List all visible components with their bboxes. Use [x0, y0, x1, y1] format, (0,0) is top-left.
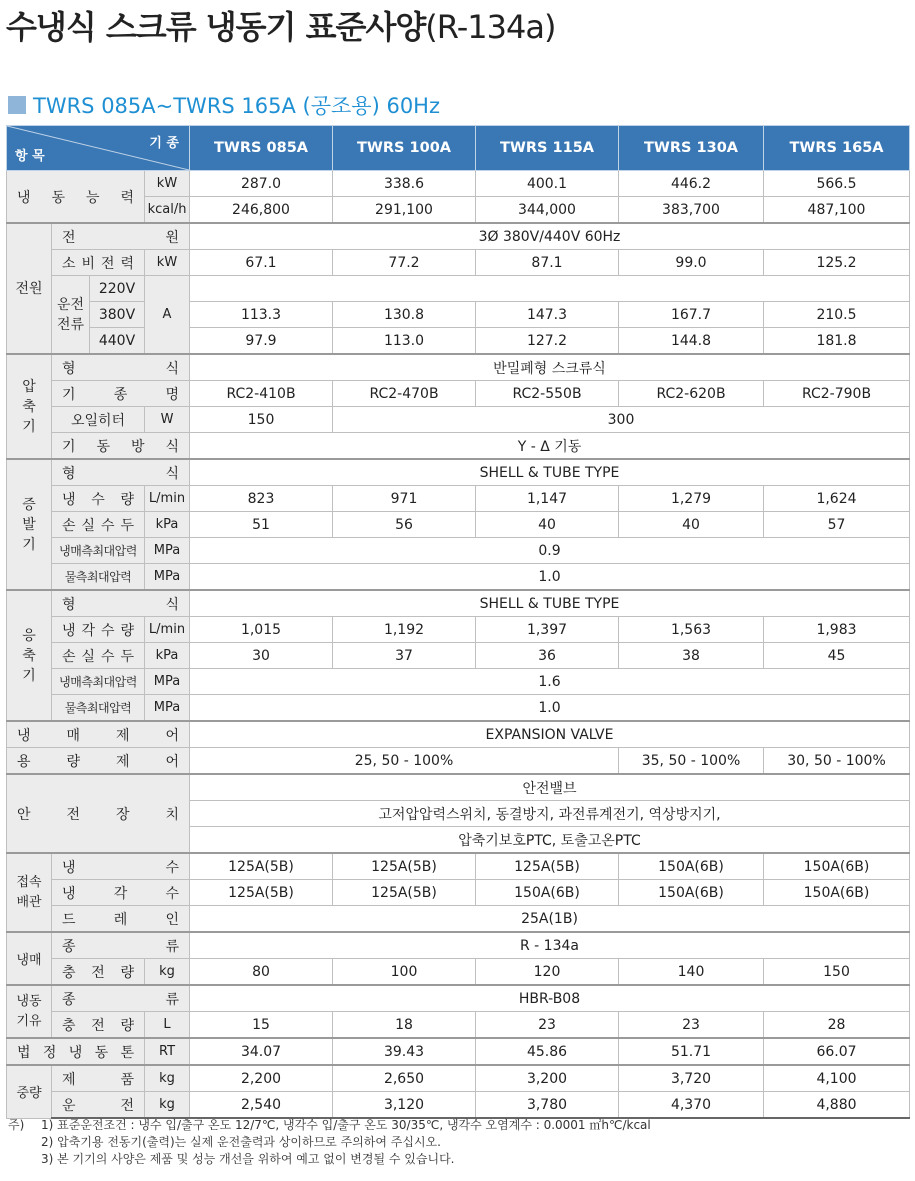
refrigerant-kind-label: 종 류 — [52, 932, 190, 959]
voltage-380-label: 380V — [90, 302, 145, 328]
table-cell: 80 — [190, 959, 333, 986]
condenser-loss-row — [7, 643, 910, 669]
table-cell: 39.43 — [333, 1038, 476, 1065]
table-cell: 38 — [619, 643, 764, 669]
piping-chilled-row — [7, 853, 910, 880]
table-cell: HBR-B08 — [190, 985, 910, 1012]
unit-mpa: MPa — [145, 669, 190, 695]
evaporator-loss-row — [7, 512, 910, 538]
refrigerant-charge-row — [7, 959, 910, 986]
evaporator-group-label: 증발기 — [7, 459, 52, 590]
unit-kg: kg — [145, 959, 190, 986]
table-cell: 113.0 — [333, 328, 476, 355]
table-cell: 23 — [619, 1012, 764, 1039]
table-cell: 120 — [476, 959, 619, 986]
capacity-control-row — [7, 748, 910, 775]
table-cell: 300 — [333, 407, 910, 433]
start-method-label: 기 동 방 식 — [52, 433, 190, 460]
table-cell: 0.9 — [190, 538, 910, 564]
table-cell: 99.0 — [619, 250, 764, 276]
start-method-row — [7, 433, 910, 460]
safety-line-3: 압축기보호PTC, 토출고온PTC — [190, 827, 910, 854]
table-cell: 181.8 — [764, 328, 910, 355]
table-cell: 1,983 — [764, 617, 910, 643]
chilled-water-flow-label: 냉 수 량 — [52, 486, 145, 512]
piping-group-label: 접속배관 — [7, 853, 52, 932]
condenser-type-row — [7, 590, 910, 617]
safety-line-2: 고저압압력스위치, 동결방지, 과전류계전기, 역상방지기, — [190, 801, 910, 827]
safety-label: 안 전 장 치 — [7, 774, 190, 853]
unit-kpa: kPa — [145, 512, 190, 538]
table-cell: 45.86 — [476, 1038, 619, 1065]
table-cell: 125A(5B) — [333, 853, 476, 880]
table-cell: 4,880 — [764, 1092, 910, 1119]
table-cell: 56 — [333, 512, 476, 538]
power-consumption-label: 소 비 전 력 — [52, 250, 145, 276]
weight-operating-label: 운 전 — [52, 1092, 145, 1119]
table-cell: 150A(6B) — [619, 853, 764, 880]
unit-kcal: kcal/h — [145, 197, 190, 224]
evaporator-ref-pressure-label: 냉매측최대압력 — [52, 538, 145, 564]
table-cell: 2,540 — [190, 1092, 333, 1119]
table-cell: 400.1 — [476, 171, 619, 197]
power-supply-row — [7, 223, 910, 250]
table-cell: 15 — [190, 1012, 333, 1039]
compressor-model-row — [7, 381, 910, 407]
piping-chilled-label: 냉 수 — [52, 853, 190, 880]
compressor-model-label: 기 종 명 — [52, 381, 190, 407]
table-cell: 66.07 — [764, 1038, 910, 1065]
condenser-group-label: 응축기 — [7, 590, 52, 721]
table-cell: 45 — [764, 643, 910, 669]
voltage-440-label: 440V — [90, 328, 145, 355]
footnote-text: 2) 압축기용 전동기(출력)는 실제 운전출력과 상이하므로 주의하여 주십시오. — [41, 1135, 441, 1149]
table-cell: 4,370 — [619, 1092, 764, 1119]
table-cell: 125.2 — [764, 250, 910, 276]
header-item-label: 항 목 — [15, 149, 45, 164]
table-cell: 30 — [190, 643, 333, 669]
table-cell: 30, 50 - 100% — [764, 748, 910, 775]
table-cell: 1,563 — [619, 617, 764, 643]
table-cell: 127.2 — [476, 328, 619, 355]
table-cell: 287.0 — [190, 171, 333, 197]
table-cell: 97.9 — [190, 328, 333, 355]
unit-mpa: MPa — [145, 695, 190, 722]
weight-product-row — [7, 1065, 910, 1092]
table-cell: 4,100 — [764, 1065, 910, 1092]
table-cell: 1,147 — [476, 486, 619, 512]
compressor-group-label: 압축기 — [7, 354, 52, 459]
table-cell: 125A(5B) — [190, 853, 333, 880]
table-cell: 291,100 — [333, 197, 476, 224]
table-cell: 140 — [619, 959, 764, 986]
unit-kpa: kPa — [145, 643, 190, 669]
table-cell: 150A(6B) — [476, 880, 619, 906]
piping-drain-row — [7, 906, 910, 933]
table-cell: 246,800 — [190, 197, 333, 224]
section-subtitle — [8, 90, 440, 120]
unit-watt: W — [145, 407, 190, 433]
table-cell: 18 — [333, 1012, 476, 1039]
table-cell: 28 — [764, 1012, 910, 1039]
table-cell: 125A(5B) — [333, 880, 476, 906]
table-cell: 1,397 — [476, 617, 619, 643]
table-cell: 51.71 — [619, 1038, 764, 1065]
unit-kw: kW — [145, 250, 190, 276]
table-cell: RC2-620B — [619, 381, 764, 407]
table-cell: 77.2 — [333, 250, 476, 276]
table-cell: 36 — [476, 643, 619, 669]
header-model-5: TWRS 165A — [764, 126, 910, 171]
weight-group-label: 중량 — [7, 1065, 52, 1118]
condenser-type-label: 형 식 — [52, 590, 190, 617]
condenser-water-pressure-label: 물측최대압력 — [52, 695, 145, 722]
compressor-type-row — [7, 354, 910, 381]
page-title-main: 수냉식 스크류 냉동기 표준사양 — [6, 8, 426, 46]
condenser-ref-pressure-row — [7, 669, 910, 695]
table-cell: 37 — [333, 643, 476, 669]
section-subtitle-text: TWRS 085A~TWRS 165A (공조용) 60Hz — [33, 94, 440, 118]
evaporator-type-value: SHELL & TUBE TYPE — [190, 459, 910, 486]
table-cell: 67.1 — [190, 250, 333, 276]
table-cell: 25A(1B) — [190, 906, 910, 933]
weight-product-label: 제 품 — [52, 1065, 145, 1092]
table-cell: 35, 50 - 100% — [619, 748, 764, 775]
table-cell: 1,279 — [619, 486, 764, 512]
evaporator-type-label: 형 식 — [52, 459, 190, 486]
voltage-220-label: 220V — [90, 276, 145, 302]
table-cell-empty — [190, 276, 910, 302]
oil-group-label: 냉동기유 — [7, 985, 52, 1038]
refrigerant-charge-label: 충 전 량 — [52, 959, 145, 986]
unit-mpa: MPa — [145, 538, 190, 564]
refrigerant-kind-row — [7, 932, 910, 959]
weight-operating-row — [7, 1092, 910, 1119]
evaporator-ref-pressure-row — [7, 538, 910, 564]
table-cell: 125A(5B) — [476, 853, 619, 880]
unit-ampere: A — [145, 276, 190, 355]
table-cell: 150 — [190, 407, 333, 433]
table-cell: 971 — [333, 486, 476, 512]
table-cell: 150A(6B) — [764, 880, 910, 906]
cooling-capacity-kw-row — [7, 171, 910, 197]
unit-mpa: MPa — [145, 564, 190, 591]
refrigerant-control-value: EXPANSION VALVE — [190, 721, 910, 748]
power-consumption-row — [7, 250, 910, 276]
header-model-2: TWRS 100A — [333, 126, 476, 171]
unit-liter: L — [145, 1012, 190, 1039]
table-cell: 40 — [619, 512, 764, 538]
unit-lpm: L/min — [145, 617, 190, 643]
evaporator-loss-label: 손 실 수 두 — [52, 512, 145, 538]
piping-cooling-row — [7, 880, 910, 906]
condenser-loss-label: 손 실 수 두 — [52, 643, 145, 669]
start-method-value: Y - Δ 기동 — [190, 433, 910, 460]
square-bullet-icon — [8, 96, 26, 114]
oil-charge-row — [7, 1012, 910, 1039]
table-cell: 130.8 — [333, 302, 476, 328]
table-cell: 3,200 — [476, 1065, 619, 1092]
capacity-control-label: 용 량 제 어 — [7, 748, 190, 775]
legal-ton-row — [7, 1038, 910, 1065]
spec-table — [6, 125, 910, 1119]
header-model-3: TWRS 115A — [476, 126, 619, 171]
oil-kind-row — [7, 985, 910, 1012]
power-supply-label: 전 원 — [52, 223, 190, 250]
condenser-type-value: SHELL & TUBE TYPE — [190, 590, 910, 617]
current-380-row — [7, 302, 910, 328]
safety-row-1 — [7, 774, 910, 801]
compressor-type-label: 형 식 — [52, 354, 190, 381]
table-cell: R - 134a — [190, 932, 910, 959]
table-cell: 113.3 — [190, 302, 333, 328]
table-cell: 150A(6B) — [764, 853, 910, 880]
evaporator-water-pressure-row — [7, 564, 910, 591]
evaporator-water-pressure-label: 물측최대압력 — [52, 564, 145, 591]
table-cell: 167.7 — [619, 302, 764, 328]
table-cell: 210.5 — [764, 302, 910, 328]
table-cell: RC2-790B — [764, 381, 910, 407]
unit-kg: kg — [145, 1092, 190, 1119]
unit-kw: kW — [145, 171, 190, 197]
table-cell: 40 — [476, 512, 619, 538]
table-cell: 446.2 — [619, 171, 764, 197]
refrigerant-group-label: 냉매 — [7, 932, 52, 985]
table-cell: 125A(5B) — [190, 880, 333, 906]
footnote-text: 1) 표준운전조건 : 냉수 입/출구 온도 12/7℃, 냉각수 입/출구 온도 30/35℃, 냉각수 오염계수 : 0.0001 ㎡h℃/kcal — [41, 1118, 651, 1132]
footnote-2 — [8, 1134, 651, 1151]
header-model-4: TWRS 130A — [619, 126, 764, 171]
header-model-label: 기 종 — [149, 136, 179, 151]
power-group-label: 전원 — [7, 223, 52, 354]
table-cell: 25, 50 - 100% — [190, 748, 619, 775]
table-cell: 51 — [190, 512, 333, 538]
footnote-text: 3) 본 기기의 사양은 제품 및 성능 개선을 위하여 예고 없이 변경될 수 있습니다. — [41, 1152, 455, 1166]
legal-ton-label: 법 정 냉 동 톤 — [7, 1038, 145, 1065]
table-cell: 1.6 — [190, 669, 910, 695]
refrigerant-control-label: 냉 매 제 어 — [7, 721, 190, 748]
table-cell: 150A(6B) — [619, 880, 764, 906]
header-corner — [7, 126, 190, 171]
header-row — [7, 126, 910, 171]
cooling-water-flow-row — [7, 617, 910, 643]
page-title-suffix: (R-134a) — [425, 8, 556, 46]
table-cell: 2,650 — [333, 1065, 476, 1092]
footnote-prefix: 주) — [8, 1118, 25, 1132]
table-cell: 3,720 — [619, 1065, 764, 1092]
table-cell: 87.1 — [476, 250, 619, 276]
power-supply-value: 3Ø 380V/440V 60Hz — [190, 223, 910, 250]
evaporator-type-row — [7, 459, 910, 486]
condenser-water-pressure-row — [7, 695, 910, 722]
table-cell: 566.5 — [764, 171, 910, 197]
header-model-1: TWRS 085A — [190, 126, 333, 171]
refrigerant-control-row — [7, 721, 910, 748]
operating-current-label: 운전전류 — [52, 276, 90, 355]
piping-drain-label: 드 레 인 — [52, 906, 190, 933]
safety-line-1: 안전밸브 — [190, 774, 910, 801]
table-cell: 344,000 — [476, 197, 619, 224]
table-cell: 3,120 — [333, 1092, 476, 1119]
table-cell: RC2-470B — [333, 381, 476, 407]
unit-lpm: L/min — [145, 486, 190, 512]
table-cell: 147.3 — [476, 302, 619, 328]
table-cell: 487,100 — [764, 197, 910, 224]
cooling-water-flow-label: 냉 각 수 량 — [52, 617, 145, 643]
footnotes — [8, 1117, 651, 1168]
table-cell: 34.07 — [190, 1038, 333, 1065]
table-cell: RC2-410B — [190, 381, 333, 407]
oil-charge-label: 충 전 량 — [52, 1012, 145, 1039]
oil-kind-label: 종 류 — [52, 985, 190, 1012]
table-cell: RC2-550B — [476, 381, 619, 407]
table-cell: 3,780 — [476, 1092, 619, 1119]
table-cell: 100 — [333, 959, 476, 986]
table-cell: 338.6 — [333, 171, 476, 197]
unit-rt: RT — [145, 1038, 190, 1065]
compressor-type-value: 반밀폐형 스크류식 — [190, 354, 910, 381]
page-title — [6, 2, 555, 48]
table-cell: 1,192 — [333, 617, 476, 643]
current-220-row — [7, 276, 910, 302]
table-cell: 823 — [190, 486, 333, 512]
table-cell: 1.0 — [190, 695, 910, 722]
cooling-capacity-label: 냉 동 능 력 — [7, 171, 145, 224]
table-cell: 144.8 — [619, 328, 764, 355]
current-440-row — [7, 328, 910, 355]
table-cell: 1,015 — [190, 617, 333, 643]
table-cell: 1,624 — [764, 486, 910, 512]
table-cell: 150 — [764, 959, 910, 986]
table-cell: 2,200 — [190, 1065, 333, 1092]
piping-cooling-label: 냉 각 수 — [52, 880, 190, 906]
table-cell: 383,700 — [619, 197, 764, 224]
oil-heater-label: 오일히터 — [52, 407, 145, 433]
footnote-3 — [8, 1151, 651, 1168]
table-cell: 57 — [764, 512, 910, 538]
footnote-1 — [8, 1117, 651, 1134]
unit-kg: kg — [145, 1065, 190, 1092]
table-cell: 1.0 — [190, 564, 910, 591]
table-cell: 23 — [476, 1012, 619, 1039]
chilled-water-flow-row — [7, 486, 910, 512]
condenser-ref-pressure-label: 냉매측최대압력 — [52, 669, 145, 695]
oil-heater-row — [7, 407, 910, 433]
